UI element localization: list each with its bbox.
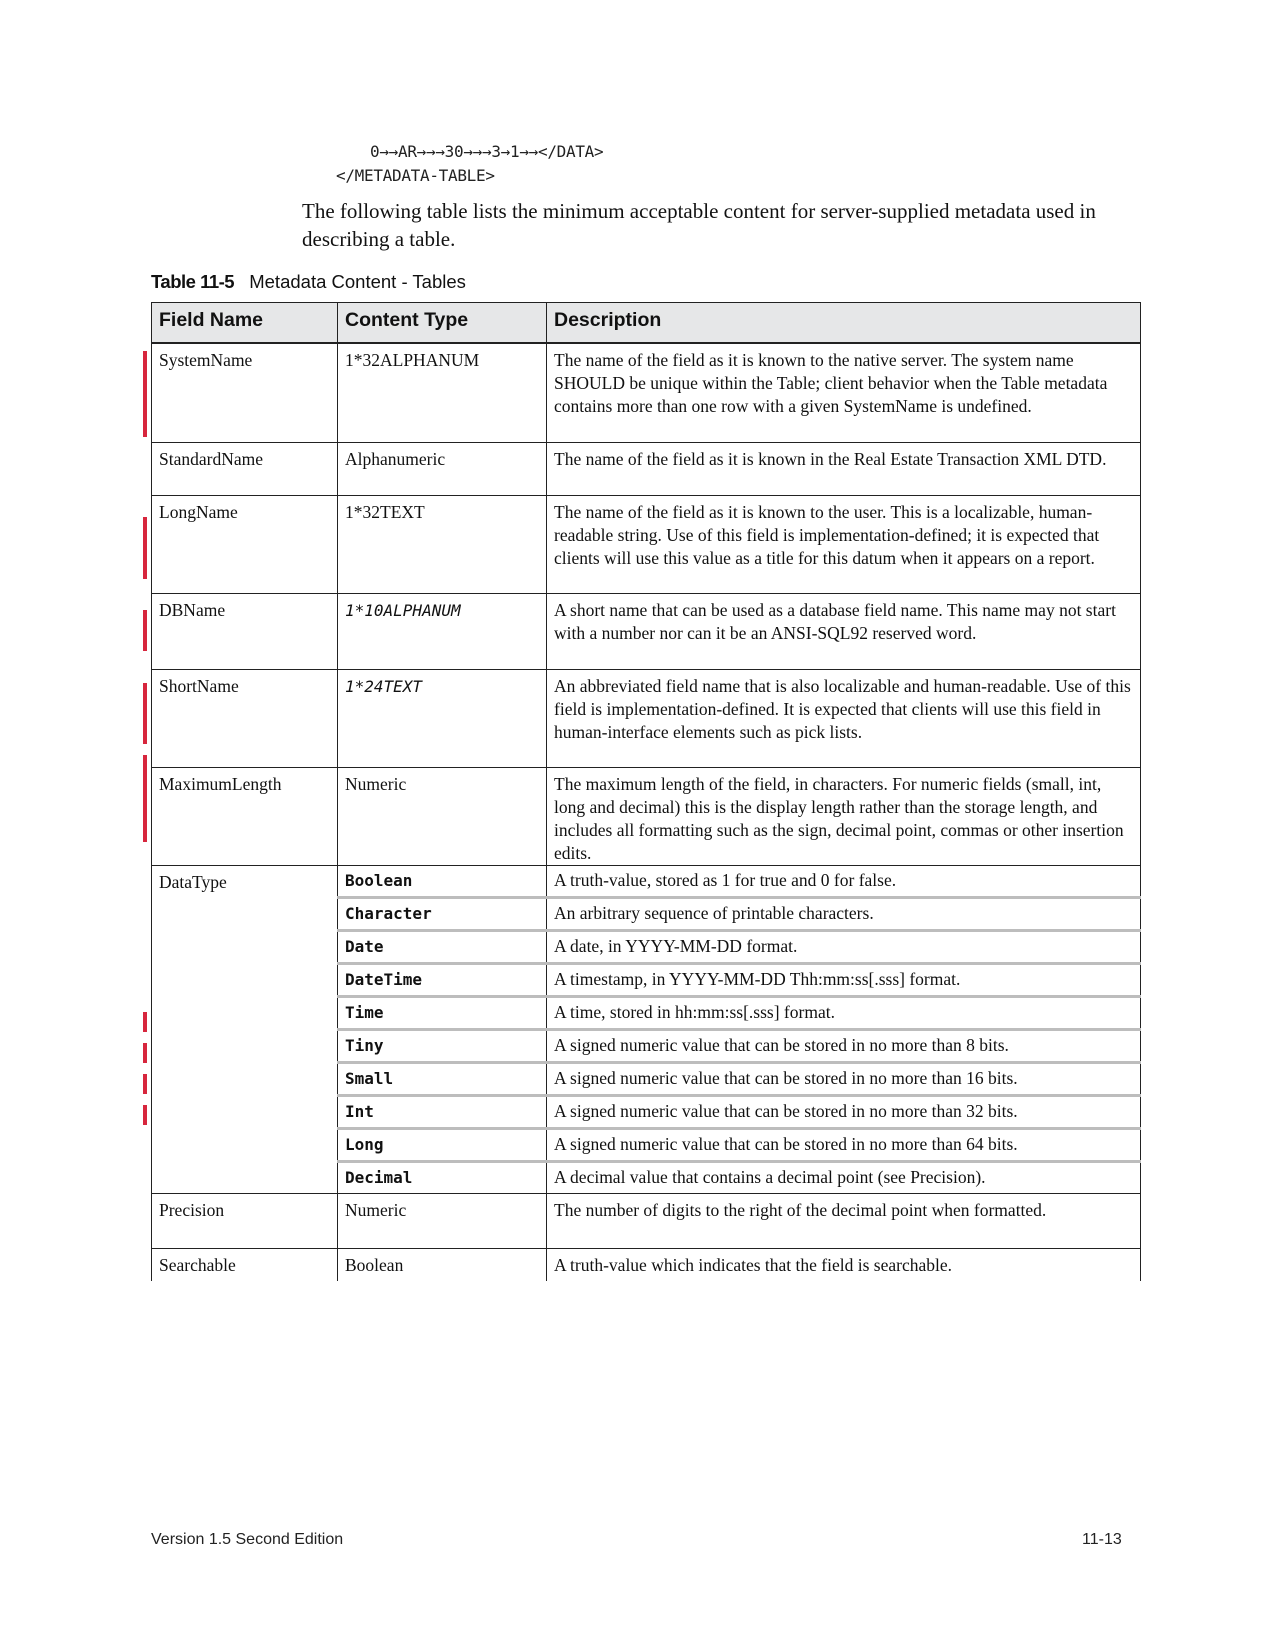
change-bar <box>143 1012 147 1032</box>
datatype-value: Int <box>337 1097 546 1127</box>
description: The name of the field as it is known to the user. This is a localizable, human-readable string. Use of this field is implementation-defined; it is expected that clients will use this value as a title for this datum when it appears on a report. <box>546 496 1141 593</box>
datatype-row-group <box>151 865 1141 1193</box>
datatype-description: A time, stored in hh:mm:ss[.sss] format. <box>546 998 1141 1028</box>
description: A truth-value which indicates that the field is searchable. <box>546 1249 1141 1281</box>
code-line-metadata-table-close: </METADATA-TABLE> <box>336 166 495 185</box>
datatype-value-row <box>337 962 1141 995</box>
description: The maximum length of the field, in characters. For numeric fields (small, int, long and decimal) this is the display length rather than the storage length, and includes all formatting such as the sign, decimal point, commas or other insertion edits. <box>546 768 1141 865</box>
datatype-value: Boolean <box>337 866 546 896</box>
content-type: 1*24TEXT <box>337 670 546 767</box>
datatype-description: A signed numeric value that can be stored in no more than 32 bits. <box>546 1097 1141 1127</box>
field-name: StandardName <box>151 443 337 495</box>
field-name: DBName <box>151 594 337 669</box>
table-caption <box>151 271 466 293</box>
table-header-row <box>151 302 1141 344</box>
datatype-description: A signed numeric value that can be stored in no more than 16 bits. <box>546 1064 1141 1094</box>
datatype-value-row <box>337 896 1141 929</box>
footer-page-number: 11-13 <box>1082 1531 1122 1548</box>
table-caption-number: Table 11-5 <box>151 271 235 292</box>
datatype-description: A decimal value that contains a decimal point (see Precision). <box>546 1163 1141 1193</box>
content-type: 1*10ALPHANUM <box>337 594 546 669</box>
change-bar <box>143 1043 147 1063</box>
header-content-type: Content Type <box>337 303 546 342</box>
datatype-value-row <box>337 995 1141 1028</box>
table-row <box>151 495 1141 593</box>
datatype-value: Tiny <box>337 1031 546 1061</box>
datatype-value: Long <box>337 1130 546 1160</box>
change-bar <box>143 610 147 651</box>
content-type: Boolean <box>337 1249 546 1281</box>
table-row <box>151 344 1141 442</box>
datatype-value-row <box>337 1028 1141 1061</box>
content-type: 1*32TEXT <box>337 496 546 593</box>
intro-paragraph: The following table lists the minimum acceptable content for server-supplied metadata used in describing a table. <box>302 199 1096 251</box>
description: The name of the field as it is known to the native server. The system name SHOULD be unique within the Table; client behavior when the Table metadata contains more than one row with a given SystemName is undefined. <box>546 344 1141 442</box>
field-name: Searchable <box>151 1249 337 1281</box>
description: The name of the field as it is known in the Real Estate Transaction XML DTD. <box>546 443 1141 495</box>
description: The number of digits to the right of the decimal point when formatted. <box>546 1194 1141 1248</box>
field-name: MaximumLength <box>151 768 337 865</box>
table-row <box>151 767 1141 865</box>
change-bar <box>143 517 147 579</box>
datatype-values <box>337 866 1141 1193</box>
datatype-value-row <box>337 1094 1141 1127</box>
datatype-value: Time <box>337 998 546 1028</box>
field-name: Precision <box>151 1194 337 1248</box>
datatype-value: Small <box>337 1064 546 1094</box>
code-line-data: 0→→AR→→→30→→→3→1→→</DATA> <box>370 142 604 161</box>
datatype-value-row <box>337 1127 1141 1160</box>
datatype-value-row <box>337 1160 1141 1193</box>
content-type: Numeric <box>337 1194 546 1248</box>
description: An abbreviated field name that is also localizable and human-readable. Use of this field is implementation-defined. It is expected that clients will use this field in human-interface elements such as pick lists. <box>546 670 1141 767</box>
field-name: DataType <box>151 866 337 1193</box>
table-row <box>151 1248 1141 1281</box>
datatype-description: A truth-value, stored as 1 for true and 0 for false. <box>546 866 1141 896</box>
datatype-value-row <box>337 929 1141 962</box>
datatype-description: A timestamp, in YYYY-MM-DD Thh:mm:ss[.sss] format. <box>546 965 1141 995</box>
content-type: Numeric <box>337 768 546 865</box>
table-row <box>151 442 1141 495</box>
datatype-description: A signed numeric value that can be stored in no more than 8 bits. <box>546 1031 1141 1061</box>
metadata-content-table <box>151 302 1141 1281</box>
datatype-value: Decimal <box>337 1163 546 1193</box>
header-field-name: Field Name <box>151 303 337 342</box>
field-name: SystemName <box>151 344 337 442</box>
change-bar <box>143 1105 147 1125</box>
description: A short name that can be used as a database field name. This name may not start with a number nor can it be an ANSI-SQL92 reserved word. <box>546 594 1141 669</box>
change-bar <box>143 1074 147 1094</box>
change-bar <box>143 755 147 842</box>
change-bar <box>143 351 147 437</box>
datatype-description: A date, in YYYY-MM-DD format. <box>546 932 1141 962</box>
table-caption-title: Metadata Content - Tables <box>249 271 466 292</box>
change-bar <box>143 683 147 744</box>
field-name: ShortName <box>151 670 337 767</box>
datatype-description: An arbitrary sequence of printable characters. <box>546 899 1141 929</box>
datatype-value: DateTime <box>337 965 546 995</box>
datatype-value: Date <box>337 932 546 962</box>
datatype-value-row <box>337 1061 1141 1094</box>
datatype-value-row <box>337 866 1141 896</box>
table-row <box>151 1193 1141 1248</box>
datatype-description: A signed numeric value that can be stored in no more than 64 bits. <box>546 1130 1141 1160</box>
content-type: 1*32ALPHANUM <box>337 344 546 442</box>
table-row <box>151 669 1141 767</box>
field-name: LongName <box>151 496 337 593</box>
datatype-value: Character <box>337 899 546 929</box>
header-description: Description <box>546 303 1141 342</box>
footer-edition: Version 1.5 Second Edition <box>151 1531 344 1548</box>
content-type: Alphanumeric <box>337 443 546 495</box>
table-row <box>151 593 1141 669</box>
